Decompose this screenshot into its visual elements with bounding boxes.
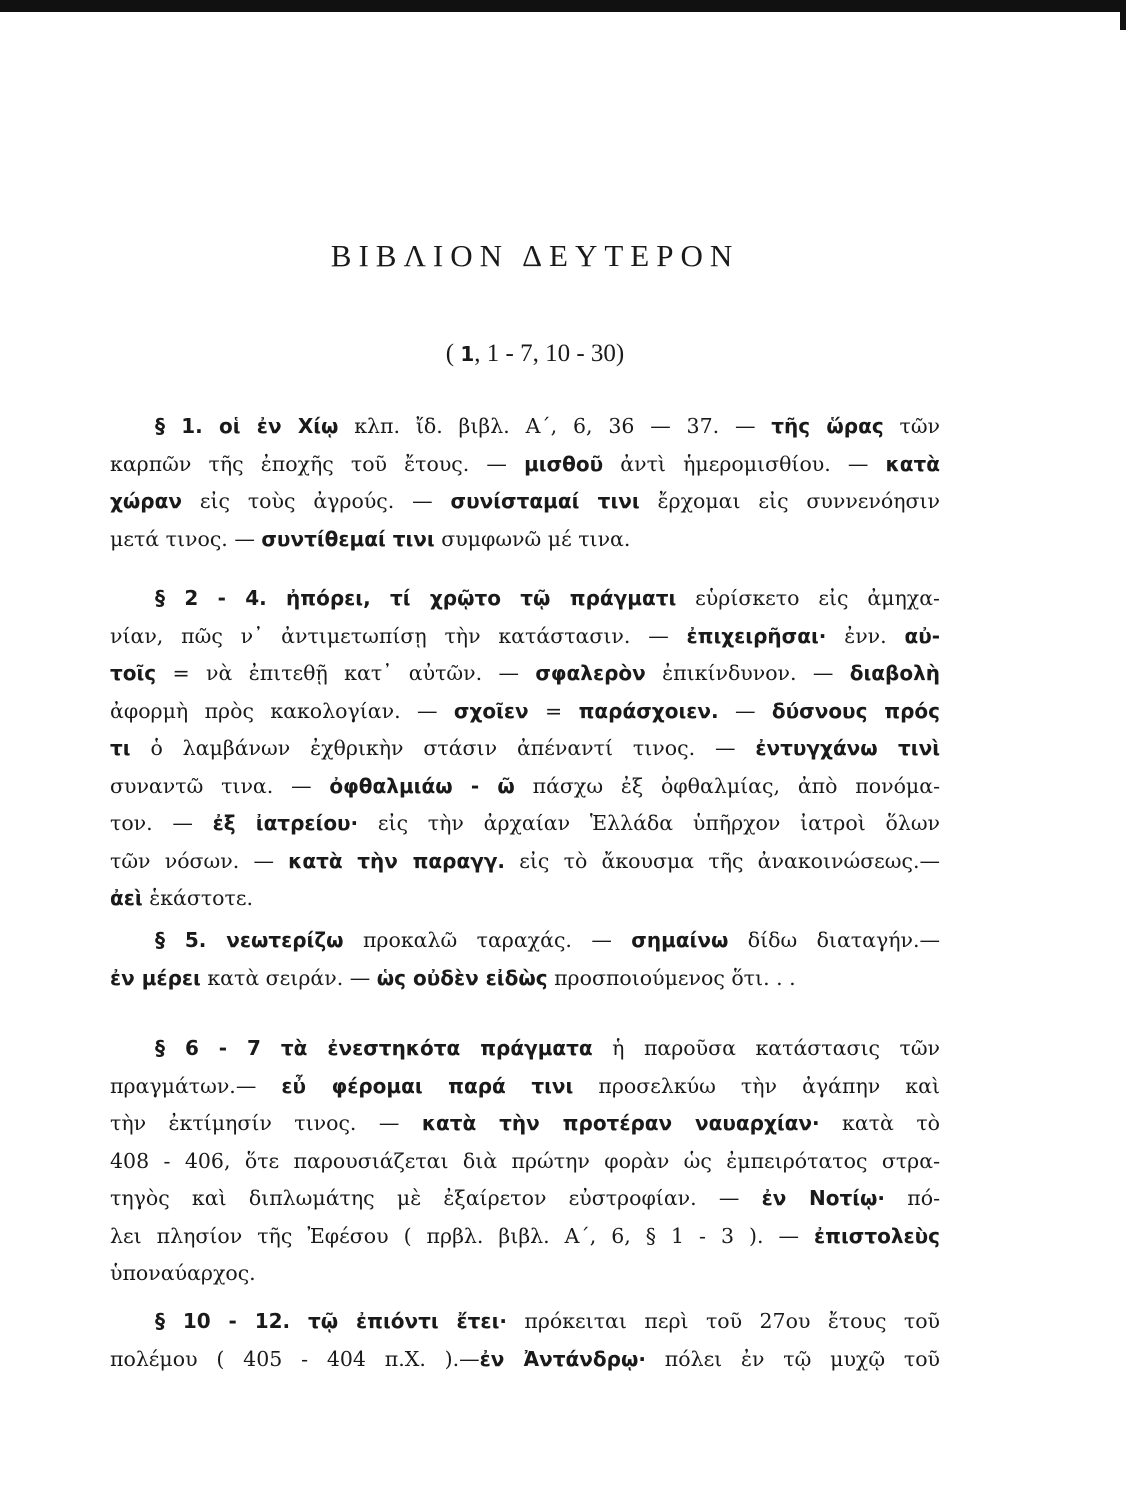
plain-text: δίδω διαταγήν.— bbox=[728, 928, 940, 952]
plain-text: κλπ. ἴδ. βιβλ. Α΄, 6, 36 — 37. — bbox=[338, 414, 772, 438]
paragraph-3 bbox=[110, 922, 940, 997]
bold-term: διαβολὴ bbox=[849, 661, 940, 685]
plain-text: ἀντὶ ἡμερομισθίου. — bbox=[603, 451, 886, 476]
plain-text: εἰς τοὺς ἀγρούς. — bbox=[181, 489, 451, 513]
plain-text: εἰς τὴν ἀρχαίαν Ἑλλάδα ὑπῆρχον ἰατροὶ ὅλων bbox=[358, 811, 940, 835]
text-line bbox=[110, 1105, 940, 1143]
plain-text: κατὰ τὸ bbox=[819, 1111, 941, 1135]
bold-term: ὡς οὐδὲν εἰδὼς bbox=[376, 965, 548, 990]
plain-text: προσελκύω τὴν ἀγάπην καὶ bbox=[573, 1073, 941, 1098]
text-line bbox=[110, 805, 940, 843]
plain-text: κατὰ σειράν. — bbox=[200, 965, 377, 990]
plain-text: τῶν νόσων. — bbox=[110, 848, 289, 873]
plain-text: πάσχω ἐξ ὀφθαλμίας, ἀπὸ πονόμα- bbox=[514, 773, 941, 798]
bold-term: ὀφθαλμιάω - ῶ bbox=[329, 773, 515, 798]
text-line bbox=[110, 1030, 940, 1068]
plain-text: ἐνν. bbox=[826, 623, 905, 648]
plain-text: εὑρίσκετο εἰς ἀμηχα- bbox=[676, 586, 940, 610]
bold-term: ἐξ ἰατρείου· bbox=[212, 811, 359, 835]
text-line bbox=[110, 1303, 940, 1341]
text-line bbox=[110, 618, 940, 656]
plain-text: λει πλησίον τῆς Ἐφέσου ( πρβλ. βιβλ. Α΄, 6, § 1 - 3 ). — bbox=[110, 1223, 815, 1248]
text-line bbox=[110, 1255, 940, 1293]
bold-term: § 5. νεωτερίζω bbox=[155, 928, 344, 952]
range-open: ( bbox=[445, 340, 455, 367]
text-line bbox=[110, 1180, 940, 1218]
bold-term: συντίθεμαί τινι bbox=[261, 526, 435, 551]
plain-text: πρόκειται περὶ τοῦ 27ου ἔτους τοῦ bbox=[506, 1309, 941, 1333]
plain-text: ἔρχομαι εἰς συννενόησιν bbox=[639, 489, 941, 513]
bold-term: χώραν bbox=[110, 489, 182, 513]
plain-text: καρπῶν τῆς ἐποχῆς τοῦ ἔτους. — bbox=[110, 451, 525, 476]
text-line bbox=[110, 521, 940, 559]
plain-text: πολέμου ( 405 - 404 π.Χ. ).— bbox=[110, 1346, 480, 1371]
text-line bbox=[110, 880, 940, 918]
bold-term: σχοῖεν bbox=[453, 698, 529, 723]
paragraph-2 bbox=[110, 580, 940, 918]
plain-text: ἀφορμὴ πρὸς κακολογίαν. — bbox=[110, 698, 454, 723]
bold-term: σφαλερὸν bbox=[535, 661, 646, 685]
plain-text: 408 - 406, ὅτε παρουσιάζεται διὰ πρώτην φορὰν ὡς ἐμπειρότατος στρα- bbox=[110, 1148, 940, 1173]
bold-term: ἐν Νοτίῳ· bbox=[761, 1186, 886, 1210]
text-line bbox=[110, 1341, 940, 1379]
plain-text: μετά τινος. — bbox=[110, 526, 262, 551]
bold-term: τοῖς bbox=[110, 661, 157, 685]
plain-text: ὁ λαμβάνων ἐχθρικὴν στάσιν ἀπέναντί τινος. — bbox=[130, 736, 756, 760]
bold-term: συνίσταμαί τινι bbox=[450, 489, 640, 513]
text-line bbox=[110, 446, 940, 484]
bold-term: κατὰ τὴν προτέραν ναυαρχίαν· bbox=[421, 1111, 820, 1135]
plain-text: συναντῶ τινα. — bbox=[110, 773, 330, 798]
plain-text: τὴν ἐκτίμησίν τινος. — bbox=[110, 1111, 422, 1135]
bold-term: ἀεὶ bbox=[110, 886, 143, 910]
text-line bbox=[110, 768, 940, 806]
plain-text: νίαν, πῶς ν᾽ ἀντιμετωπίσῃ τὴν κατάστασιν. — bbox=[110, 623, 687, 648]
plain-text: ἑκάστοτε. bbox=[142, 886, 253, 910]
bold-term: αὐ- bbox=[904, 623, 941, 648]
bold-term: § 1. οἱ ἐν Χίῳ bbox=[155, 414, 339, 438]
bold-term: παράσχοιεν. bbox=[578, 698, 719, 723]
text-line bbox=[110, 408, 940, 446]
bold-term: ἐν μέρει bbox=[110, 965, 201, 990]
bold-term: τι bbox=[110, 736, 131, 760]
bold-term: § 10 - 12. τῷ ἐπιόντι ἔτει· bbox=[155, 1309, 507, 1333]
page-top-border bbox=[0, 0, 1126, 12]
page-title: ΒΙΒΛΙΟΝ ΔΕΥΤΕΡΟΝ bbox=[330, 238, 740, 273]
plain-text: = bbox=[528, 698, 579, 723]
text-line bbox=[110, 843, 940, 881]
plain-text: ἡ παροῦσα κατάστασις τῶν bbox=[592, 1036, 940, 1060]
bold-term: μισθοῦ bbox=[524, 451, 604, 476]
paragraph-5 bbox=[110, 1303, 940, 1378]
paragraph-1 bbox=[110, 408, 940, 558]
plain-text: τον. — bbox=[110, 811, 213, 835]
plain-text: συμφωνῶ μέ τινα. bbox=[434, 526, 631, 551]
chapter-range bbox=[0, 340, 1070, 368]
plain-text: πόλει ἐν τῷ μυχῷ τοῦ bbox=[645, 1346, 941, 1371]
plain-text: εἰς τὸ ἄκουσμα τῆς ἀνακοινώσεως.— bbox=[505, 848, 941, 873]
bold-term: εὖ φέρομαι παρά τινι bbox=[281, 1073, 574, 1098]
text-line bbox=[110, 922, 940, 960]
paragraph-4 bbox=[110, 1030, 940, 1293]
bold-term: § 6 - 7 τὰ ἐνεστηκότα πράγματα bbox=[155, 1036, 593, 1060]
text-line bbox=[110, 580, 940, 618]
text-line bbox=[110, 1068, 940, 1106]
bold-term: σημαίνω bbox=[631, 928, 729, 952]
plain-text: — bbox=[718, 698, 772, 723]
range-rest: , 1 - 7, 10 - 30) bbox=[474, 340, 625, 367]
text-line bbox=[110, 730, 940, 768]
bold-term: § 2 - 4. ἠπόρει, τί χρῷτο τῷ πράγματι bbox=[155, 586, 677, 610]
bold-term: κατὰ bbox=[885, 451, 940, 476]
plain-text: τῶν bbox=[883, 414, 940, 438]
text-line bbox=[110, 655, 940, 693]
bold-term: τῆς ὥρας bbox=[771, 414, 884, 438]
bold-term: δύσνους πρός bbox=[771, 698, 940, 723]
plain-text: προσποιούμενος ὅτι. . . bbox=[547, 965, 796, 990]
bold-term: ἐπιχειρῆσαι· bbox=[686, 623, 827, 648]
plain-text: πό- bbox=[885, 1186, 940, 1210]
text-line bbox=[110, 1143, 940, 1181]
plain-text: πραγμάτων.— bbox=[110, 1073, 282, 1098]
plain-text: ἐπικίνδυνον. — bbox=[645, 661, 850, 685]
plain-text: ὑποναύαρχος. bbox=[110, 1261, 256, 1285]
bold-term: κατὰ τὴν παραγγ. bbox=[288, 848, 506, 873]
text-line bbox=[110, 960, 940, 998]
plain-text: προκαλῶ ταραχάς. — bbox=[343, 928, 632, 952]
text-line bbox=[110, 1218, 940, 1256]
plain-text: τηγὸς καὶ διπλωμάτης μὲ ἐξαίρετον εὐστροφίαν. — bbox=[110, 1186, 762, 1210]
bold-term: ἐπιστολεὺς bbox=[814, 1223, 940, 1248]
bold-term: ἐντυγχάνω τινὶ bbox=[755, 736, 940, 760]
bold-term: ἐν Ἀντάνδρῳ· bbox=[479, 1346, 646, 1371]
text-line bbox=[110, 693, 940, 731]
range-bold-number: 1 bbox=[460, 342, 475, 366]
text-line bbox=[110, 483, 940, 521]
plain-text: = νὰ ἐπιτεθῇ κατ᾽ αὐτῶν. — bbox=[156, 661, 536, 685]
page-right-edge bbox=[1120, 0, 1126, 30]
